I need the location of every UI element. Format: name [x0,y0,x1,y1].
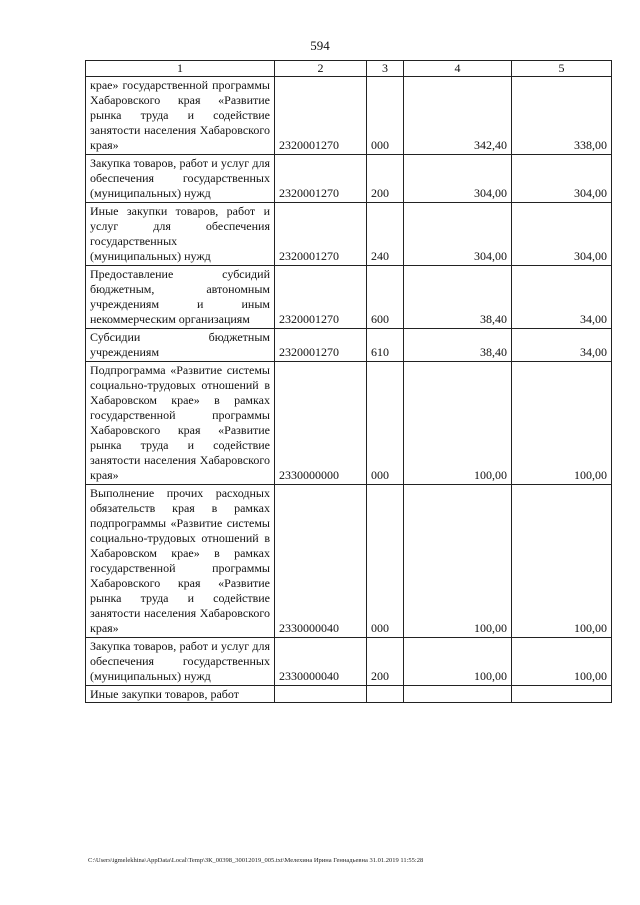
table-row [86,266,612,329]
amount-cell-col5: 100,00 [512,362,612,485]
target-code-cell: 2330000040 [275,638,367,686]
target-code-cell: 2330000040 [275,485,367,638]
amount-cell-col4 [404,686,512,703]
page-number: 594 [310,38,330,53]
amount-cell-col4: 38,40 [404,329,512,362]
table-header-row [86,61,612,77]
file-path-footer: C:\Users\igmelekhina\AppData\Local\Temp\ЗК_00398_30012019_005.txt\Мелехина Ирина Геннадьевна 31.01.2019 11:55:28 [88,857,424,864]
expense-name-cell: Субсидии бюджетным учреждениям [86,329,275,362]
column-header: 2 [275,61,367,77]
expense-name-cell: Предоставление субсидий бюджетным, автономным учреждениям и иным некоммерческим организациям [86,266,275,329]
expense-type-cell [367,686,404,703]
amount-cell-col4: 100,00 [404,638,512,686]
amount-cell-col5: 34,00 [512,266,612,329]
amount-cell-col4: 100,00 [404,485,512,638]
amount-cell-col5: 304,00 [512,203,612,266]
expense-type-cell: 610 [367,329,404,362]
table-row [86,362,612,485]
expense-name-cell: Иные закупки товаров, работ [86,686,275,703]
target-code-cell: 2330000000 [275,362,367,485]
amount-cell-col4: 304,00 [404,155,512,203]
expense-type-cell: 000 [367,485,404,638]
table-row [86,155,612,203]
table-row [86,329,612,362]
expense-type-cell: 200 [367,155,404,203]
expense-type-cell: 240 [367,203,404,266]
column-header: 1 [86,61,275,77]
amount-cell-col4: 304,00 [404,203,512,266]
amount-cell-col5: 304,00 [512,155,612,203]
expense-name-cell: Закупка товаров, работ и услуг для обеспечения государственных (муниципальных) нужд [86,155,275,203]
expense-name-cell: Выполнение прочих расходных обязательств края в рамках подпрограммы «Развитие системы социально-трудовых отношений в Хабаровском крае» в рамках государственной программы Хабаровского края «Развитие рынка труда и содействие занятости населения Хабаровского края» [86,485,275,638]
expense-name-cell: крае» государственной программы Хабаровского края «Развитие рынка труда и содействие занятости населения Хабаровского края» [86,77,275,155]
amount-cell-col5: 100,00 [512,638,612,686]
expense-name-cell: Закупка товаров, работ и услуг для обеспечения государственных (муниципальных) нужд [86,638,275,686]
target-code-cell: 2320001270 [275,329,367,362]
amount-cell-col5: 100,00 [512,485,612,638]
table-row [86,485,612,638]
target-code-cell: 2320001270 [275,77,367,155]
expense-type-cell: 000 [367,362,404,485]
amount-cell-col4: 38,40 [404,266,512,329]
amount-cell-col5: 34,00 [512,329,612,362]
budget-table [85,60,612,703]
column-header: 5 [512,61,612,77]
expense-name-cell: Подпрограмма «Развитие системы социально-трудовых отношений в Хабаровском крае» в рамках государственной программы Хабаровского края «Развитие рынка труда и содействие занятости населения Хабаровского края» [86,362,275,485]
expense-name-cell: Иные закупки товаров, работ и услуг для обеспечения государственных (муниципальных) нужд [86,203,275,266]
target-code-cell: 2320001270 [275,203,367,266]
target-code-cell: 2320001270 [275,266,367,329]
table-row [86,638,612,686]
table-row [86,77,612,155]
amount-cell-col4: 100,00 [404,362,512,485]
target-code-cell [275,686,367,703]
expense-type-cell: 600 [367,266,404,329]
table-row [86,203,612,266]
column-header: 4 [404,61,512,77]
expense-type-cell: 200 [367,638,404,686]
target-code-cell: 2320001270 [275,155,367,203]
table-row [86,686,612,703]
amount-cell-col5: 338,00 [512,77,612,155]
amount-cell-col5 [512,686,612,703]
expense-type-cell: 000 [367,77,404,155]
amount-cell-col4: 342,40 [404,77,512,155]
column-header: 3 [367,61,404,77]
